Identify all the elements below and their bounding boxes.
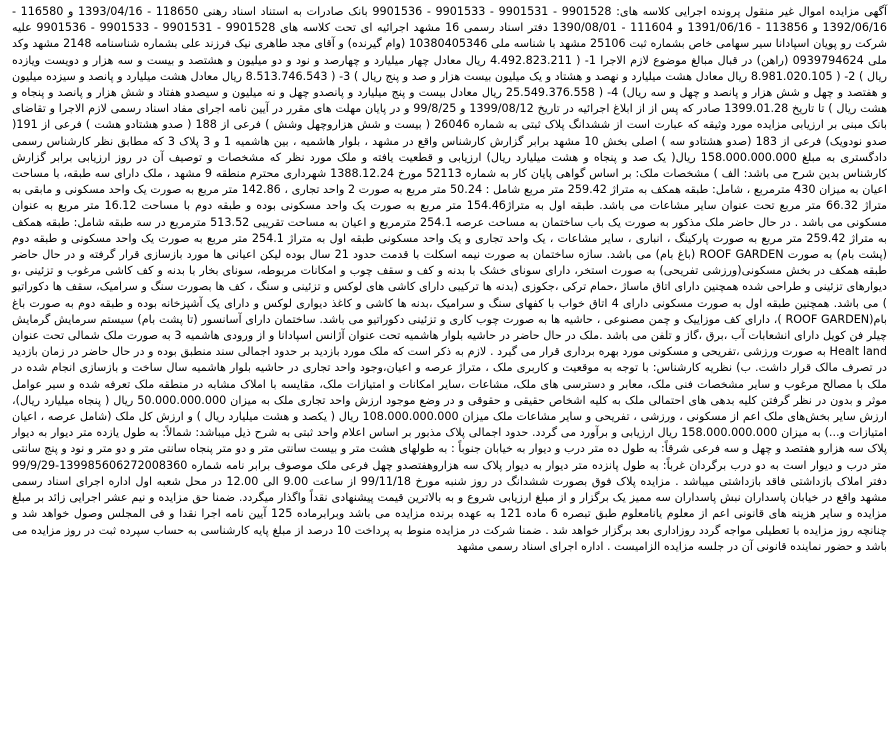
notice-paragraph: آگهی مزایده اموال غیر منقول پرونده اجرایی کلاسه های: 9901528 - 9901531 - 9901533 - 9901536 بانک صادرات به استناد اسناد رهنی 118650 - 1393/04/16 و 116580 - 1392/06/16 و 113856 - 1391/06/16 و 111604 - 1390/08/01 دفتر اسناد رسمی 16 مشهد اجرائیه ای تحت کلاسه های 9901528 - 9901531 - 9901533 - 9901536 علیه شرکت رو پویان اسپادانا سیر سهامی خاص بشماره ثبت 25106 مشهد با شناسه ملی 10380405346 (وام گیرنده) و آقای مجد طاهری نیک فرزند علی بشماره شناسنامه 2148 مشهد وکد ملی 0939794624 (راهن) در قبال مبالغ موضوع لازم الاجرا 1- ( 4.492.823.211 ریال معادل چهار میلیارد و چهارصد و نود و دو میلیون و هشتصد و بیست و سه هزار و دویست ویازده ریال ) 2- ( 8.981.020.105 ریال معادل هشت میلیارد و نهصد و هشتاد و یک میلیون بیست هزار و صد و پنج ریال ) 3- ( 8.513.746.543 ریال معادل هشت میلیارد و پانصد و سیزده میلیون و هفتصد و چهل و شش هزار و پانصد و چهل و سه ریال) 4- ( 25.549.376.558 ریال معادل بیست و پنج میلیارد و پانصدو چهل و نه میلیون و سیصدو هفتاد و شش هزار و پانصد و پنجاه و هشت ریال ) تا تاریخ 1399.01.28 صادر که پس از از ابلاغ اجرائیه در تاریخ 1399/08/12 و 99/8/25 و در پایان مهلت های مقرر در آیین نامه اجرای مفاد اسناد رسمی لازم الاجرا و تقاضای بانک مبنی بر ارزیابی مزایده مورد وثیقه که عبارت است از ششدانگ پلاک ثبتی به شماره 26046 ( بیست و شش هزاروچهل وشش ) فرعی از 188 ( صدو هشتادو هشت ) فرعی از 191( صدو نودویک) فرعی از 183 (صدو هشتادو سه ) اصلی بخش 10 مشهد برابر گزارش کارشناس واقع در مشهد ، بلوار هاشمیه ، بین هاشمیه 1 و 3 پلاک 3 که مطابق نظر کارشناس رسمی دادگستری به مبلغ 158.000.000.000 ریال( یک صد و پنجاه و هشت میلیارد ریال) ارزیابی و قطعیت یافته و ملک مورد نظر که مشخصات و توصیف آن در روز ارزیابی برابر گزارش کارشناس بدین شرح می باشد: الف ) مشخصات ملک: بر اساس گواهی پایان کار به شماره 52113 مورخ 1388.12.24 شهرداری محترم منطقه 9 مشهد ، ملک دارای سه طبقه، با مساحت اعیان به میزان 430 مترمربع ، شامل: طبقه همکف به متراژ 259.42 متر مربع شامل : 50.24 متر مربع به صورت 2 واحد تجاری ، 142.86 متر مربع به صورت یک واحد مسکونی و مابقی به متراژ 66.32 متر مربع تحت عنوان سایر مشاعات می باشد. طبقه اول به متراژ154.46 متر مربع به صورت یک واحد مسکونی بوده و طبقه دوم با مساحت 16.12 متر مربع به عنوان مسکونی می باشد . در حال حاضر ملک مذکور به صورت یک باب ساختمان به مساحت عرصه 254.1 مترمربع و اعیان به مساحت تقریبی 513.52 مترمربع در سه طبقه شامل: طبقه همکف به متراژ 259.42 متر مربع به صورت پارکینگ ، انباری ، سایر مشاعات ، یک واحد تجاری و یک واحد مسکونی طبقه اول به متراژ 254.1 متر مربع به صورت یک واحد مسکونی و طبقه دوم (پشت بام) به صورت ROOF GARDEN (باغ بام) می باشد. سازه ساختمان به صورت نیمه اسکلت با قدمت حدود 21 سال بوده لیکن اعیانی ها مورد بازسازی قرار گرفته و در حال حاضر طبقه همکف در بخش مسکونی(ورزشی تفریحی) به صورت استخر، دارای سونای خشک با بدنه و کف و سقف چوب و امکانات مربوطه، سونای بخار با بدنه و کف کاشی مرغوب و تزئینی ،و دیوارهای تزئینی و طراحی شده همچنین دارای اتاق ماساژ ،حمام ترکی ،جکوزی (بدنه ها ترکیبی دارای کاشی های لوکس و تزئینی و سنگ ، کف ها بصورت سنگ و سرامیک، سقف ها دکوراتیو ) می باشد. همچنین طبقه اول به صورت مسکونی دارای 4 اتاق خواب با کفهای سنگ و سرامیک ،بدنه ها کاشی و کاغذ دیواری لوکس و دارای یک آشپزخانه بوده و طبقه دوم به صورت باغ بام(ROOF GARDEN )، دارای کف موزاییک و چمن مصنوعی ، حاشیه ها به صورت چوب کاری و تزئینی دکوراتیو می باشد. ساختمان دارای آسانسور (تا پشت بام) سیستم سرمایش گرمایش چیلر فن کویل دارای انشعابات آب ،برق ،گاز و تلفن می باشد .ملک در حال حاضر در حاشیه بلوار هاشمیه تحت عنوان آژانس اسپادانا و از ورودی هاشمیه 3 به صورت ملک شمالی تحت عنوان Healt land به صورت ورزشی ،تفریحی و مسکونی مورد بهره برداری قرار می گیرد . لازم به ذکر است که ملک مورد بازدید بر حدود اجمالی سند منطبق بوده و در حال حاضر در زمان بازدید در تصرف مالک قرار داشت. ب) نظریه کارشناس: با توجه به موقعیت و کاربری ملک ، متراژ عرصه و اعیان،وجود واحد تجاری در حاشیه بلوار هاشمیه سال ساخت و بازسازی انجام شده در ملک با مصالح مرغوب و سایر مشخصات فنی ملک، معابر و دسترسی های ملک، مشاعات ،سایر امکانات و امتیازات ملک، مقایسه با املاک مشابه در منطقه ملک تعرفه شده و سیر عوامل موثر و بدون در نظر گرفتن کلیه بدهی های احتمالی ملک به کلیه اشخاص حقیقی و حقوقی و در وضع موجود ارزش واحد تجاری ملک به میزان 50.000.000.000 ریال ( پنجاه میلیارد ریال)، ارزش سایر بخش‌های ملک اعم از مسکونی ، ورزشی ، تفریحی و سایر مشاعات ملک میزان 108.000.000.000 ریال ( یکصد و هشت میلیارد ریال ) و ارزش کل ملک (شامل عرصه ، اعیان امتیازات و...) به میزان 158.000.000.000 ریال ارزیابی و برآورد می گردد. حدود اجمالی پلاک مذبور بر اساس اعلام واحد ثبتی به شرح ذیل میباشد: شمالاً: به طول یازده متر دیوار به دیوار پلاک سه هزارو هفتصد و چهل و سه فرعی شرقاً: به طول ده متر درب و دیوار به خیابان جنوباً : به طولهای هشت متر و بیست سانتی متر و دو متر پنجاه سانتی متر و دو متر و نود و پنج سانتی متر درب و دیوار است به دو درب برگردان غرباً: به طول پانزده متر دیوار به دیوار پلاک سه هزاروهفتصدو چهل فرعی ملک موصوف برابر نامه شماره 139985606272008360-99/9/29 دفتر املاک بازداشتی فاقد بازداشتی میباشد . مزایده پلاک فوق بصورت ششدانگ در روز شنبه مورخ 99/11/18 از ساعت 9.00 الی 12.00 در محل شعبه اول اداره اجرای اسناد رسمی مشهد واقع در خیابان پاسداران نبش پاسداران سه ممیز یک برگزار و از مبلغ ارزیابی شروع و به بالاترین قیمت پیشنهادی نقداً واگذار میگردد. ضمنا حق مزایده و نیم عشر اجرایی زائد بر مبلغ مزایده و سایر هزینه های قانونی اعم از معلوم یانامعلوم طبق تبصره 6 ماده 121 به عهده برنده مزایده می باشد وبرابرماده 125 آیین نامه اجرا نقدا و فی المجلس وصول خواهد شد و چنانچه روز مزایده با تعطیلی مواجه گردد روزاداری بعد برگزار خواهد شد . ضمنا شرکت در مزایده منوط به پرداخت 10 درصد از مبلغ پایه کارشناسی به حساب سپرده ثبت در روز مزایده می باشد و حضور نماینده قانونی آن در جلسه مزایده الزامیست . اداره اجرای اسناد رسمی مشهد — [12, 5, 888, 553]
